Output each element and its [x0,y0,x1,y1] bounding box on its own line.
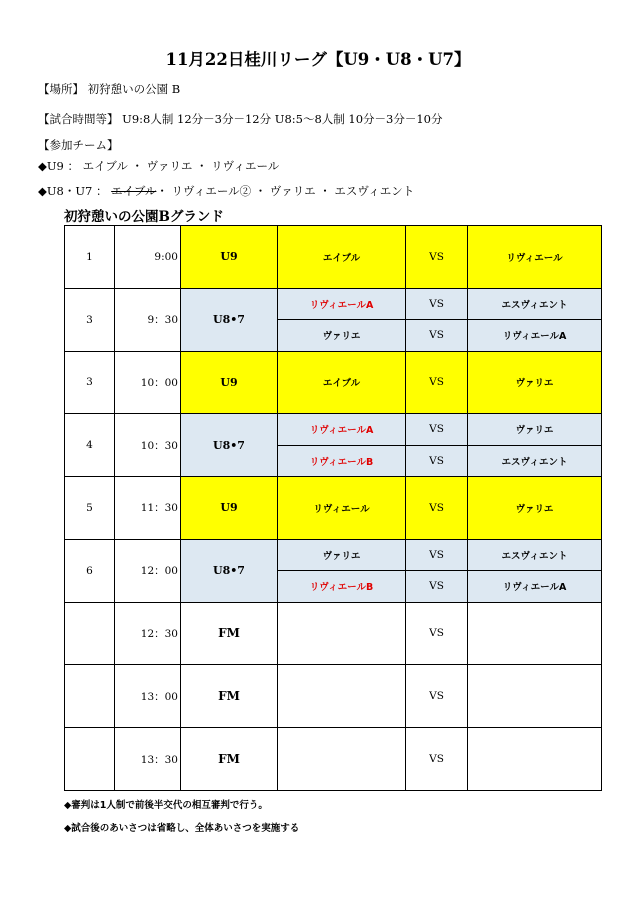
category-cell: U9 [181,477,278,540]
category-cell: FM [181,728,278,791]
teams-header: 【参加チーム】 [38,138,119,152]
team2-cell: エスヴィエント [468,288,602,319]
time-cell: 13：00 [115,665,181,728]
team1-cell: エイブル [278,351,406,414]
struck-team: エイブル [111,184,157,198]
team1-cell: リヴィエール [278,477,406,540]
table-row [65,351,602,414]
team2-cell: リヴィエールA [468,571,602,602]
team1-cell: リヴィエールA [278,414,406,445]
vs-cell: VS [406,539,468,570]
category-cell: FM [181,602,278,665]
vs-cell: VS [406,288,468,319]
time-cell: 10：30 [115,414,181,477]
team1-cell: リヴィエールB [278,571,406,602]
table-row [65,539,602,570]
table-row [65,226,602,289]
category-cell: U9 [181,351,278,414]
match-number-cell: 5 [65,477,115,540]
team2-cell: ヴァリエ [468,414,602,445]
match-number-cell: 3 [65,351,115,414]
table-row [65,728,602,791]
team1-cell: リヴィエールB [278,445,406,476]
u87-prefix: ◆U8・U7 ： [38,184,112,198]
match-number-cell [65,602,115,665]
match-number-cell: 6 [65,539,115,602]
page-title: 11月22日桂川リーグ【U9・U8・U7】 [165,50,471,69]
vs-cell: VS [406,414,468,445]
match-number-cell: 4 [65,414,115,477]
time-cell: 10：00 [115,351,181,414]
category-cell: U9 [181,226,278,289]
team2-cell [468,728,602,791]
time-cell: 9：30 [115,288,181,351]
category-cell: U8•7 [181,414,278,477]
category-cell: U8•7 [181,288,278,351]
ground-title: 初狩憩いの公園Bグランド [64,209,224,225]
table-row [65,288,602,319]
vs-cell: VS [406,665,468,728]
team2-cell: エスヴィエント [468,539,602,570]
category-cell: U8•7 [181,539,278,602]
vs-cell: VS [406,602,468,665]
vs-cell: VS [406,226,468,289]
match-number-cell: 3 [65,288,115,351]
greeting-note: ◆試合後のあいさつは省略し、全体あいさつを実施する [64,823,300,834]
team1-cell [278,665,406,728]
u87-teams-line [38,183,414,199]
team2-cell: エスヴィエント [468,445,602,476]
table-row [65,665,602,728]
team1-cell: エイブル [278,226,406,289]
table-row [65,414,602,445]
team2-cell: ヴァリエ [468,477,602,540]
u9-teams-line: ◆U9 ： エイブル ・ ヴァリエ ・ リヴィエール [38,159,280,173]
place-line: 【場所】 初狩憩いの公園 B [38,82,181,96]
vs-cell: VS [406,351,468,414]
vs-cell: VS [406,477,468,540]
team1-cell [278,728,406,791]
match-number-cell [65,665,115,728]
category-cell: FM [181,665,278,728]
table-row [65,477,602,540]
team2-cell [468,665,602,728]
team2-cell: ヴァリエ [468,351,602,414]
team2-cell: リヴィエールA [468,320,602,351]
time-cell: 12：30 [115,602,181,665]
team2-cell: リヴィエール [468,226,602,289]
vs-cell: VS [406,571,468,602]
vs-cell: VS [406,320,468,351]
time-cell: 9:00 [115,226,181,289]
table-row [65,602,602,665]
team1-cell: ヴァリエ [278,539,406,570]
team2-cell [468,602,602,665]
match-number-cell: 1 [65,226,115,289]
time-cell: 13：30 [115,728,181,791]
match-time-line: 【試合時間等】 U9:8人制 12分－3分－12分 U8:5～8人制 10分－3分－10分 [38,112,443,126]
team1-cell [278,602,406,665]
u87-rest: ・ リヴィエール② ・ ヴァリエ ・ エスヴィエント [156,184,415,198]
vs-cell: VS [406,728,468,791]
schedule-table [64,225,602,791]
vs-cell: VS [406,445,468,476]
time-cell: 12：00 [115,539,181,602]
referee-note: ◆審判は1人制で前後半交代の相互審判で行う。 [64,800,268,811]
team1-cell: ヴァリエ [278,320,406,351]
match-number-cell [65,728,115,791]
team1-cell: リヴィエールA [278,288,406,319]
time-cell: 11：30 [115,477,181,540]
